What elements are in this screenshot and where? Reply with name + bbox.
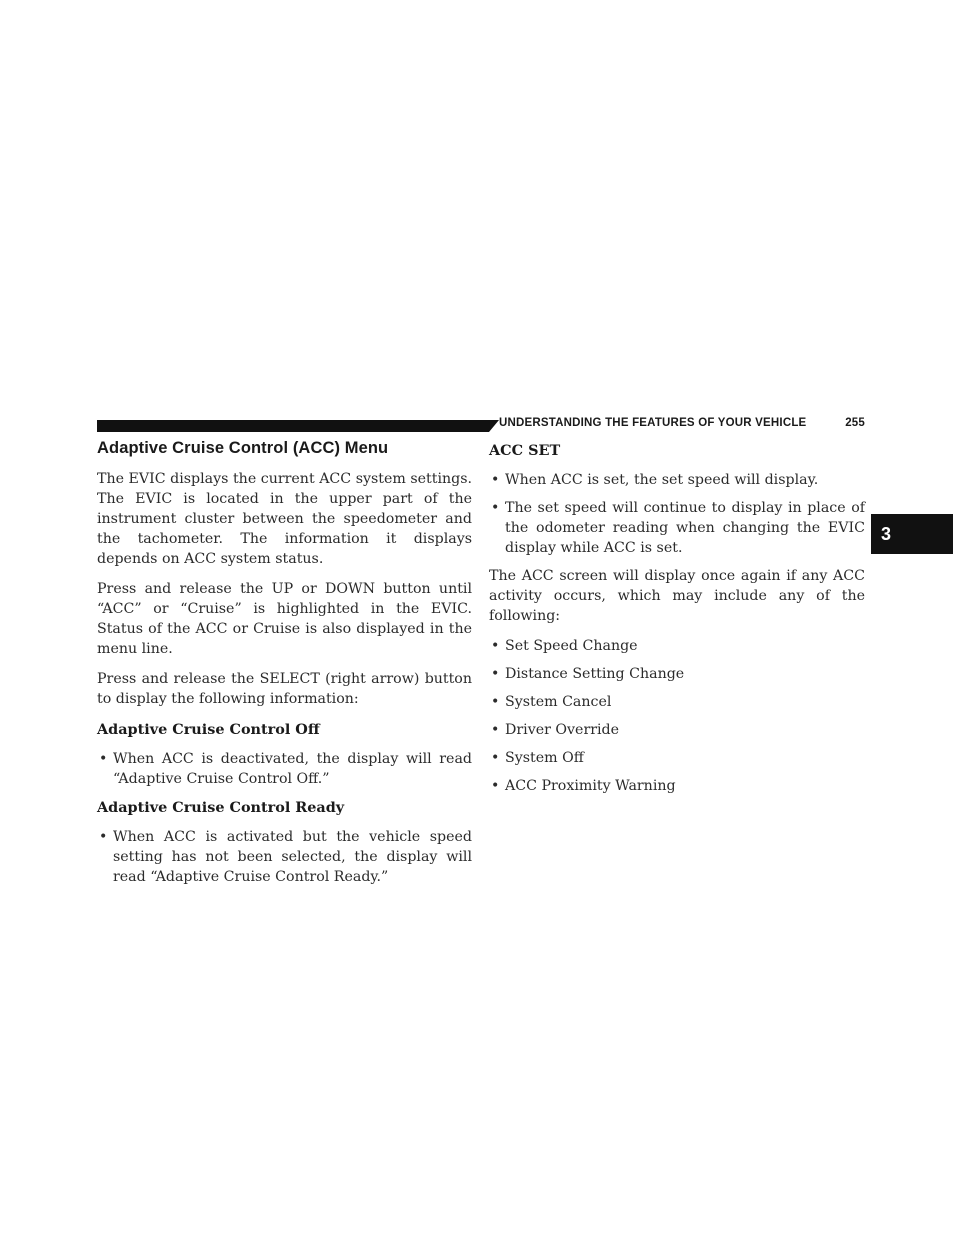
list-item: • Distance Setting Change	[489, 664, 865, 684]
chapter-tab	[871, 514, 953, 554]
acc-ready-list	[97, 827, 472, 887]
list-item: • When ACC is activated but the vehicle speed setting has not been selected, the display will read “Adaptive Cruise Control Ready.”	[97, 827, 472, 887]
list-item: • ACC Proximity Warning	[489, 776, 865, 796]
acc-off-heading: Adaptive Cruise Control Off	[97, 721, 320, 738]
list-item: • When ACC is deactivated, the display will read “Adaptive Cruise Control Off.”	[97, 749, 472, 789]
list-item: • When ACC is set, the set speed will display.	[489, 470, 865, 490]
list-item: • Set Speed Change	[489, 636, 865, 656]
section-title: Adaptive Cruise Control (ACC) Menu	[97, 439, 389, 457]
list-item: • System Off	[489, 748, 865, 768]
running-header	[499, 417, 865, 429]
acc-off-list	[97, 749, 472, 789]
chapter-number: 3	[881, 523, 892, 544]
select-paragraph: Press and release the SELECT (right arrow) button to display the following information:	[97, 671, 472, 707]
navigation-paragraph: Press and release the UP or DOWN button until “ACC” or “Cruise” is highlighted in the EVIC. Status of the ACC or Cruise is also displayed in the menu line.	[97, 581, 472, 657]
right-column	[489, 436, 865, 804]
header-section-title: UNDERSTANDING THE FEATURES OF YOUR VEHICLE	[499, 417, 807, 429]
acc-ready-heading: Adaptive Cruise Control Ready	[97, 799, 345, 816]
list-item: • System Cancel	[489, 692, 865, 712]
list-item: • Driver Override	[489, 720, 865, 740]
list-item: • The set speed will continue to display in place of the odometer reading when changing the EVIC display while ACC is set.	[489, 498, 865, 558]
header-rule	[97, 420, 489, 432]
intro-paragraph: The EVIC displays the current ACC system settings. The EVIC is located in the upper part of the instrument cluster between the speedometer and the tachometer. The information it displays depends on ACC system status.	[97, 471, 472, 567]
page-number: 255	[845, 417, 865, 429]
acc-set-list	[489, 470, 865, 558]
acc-set-heading: ACC SET	[489, 442, 561, 459]
activity-paragraph: The ACC screen will display once again if any ACC activity occurs, which may include any of the following:	[489, 568, 865, 624]
left-column	[97, 436, 472, 895]
activity-list	[489, 636, 865, 796]
